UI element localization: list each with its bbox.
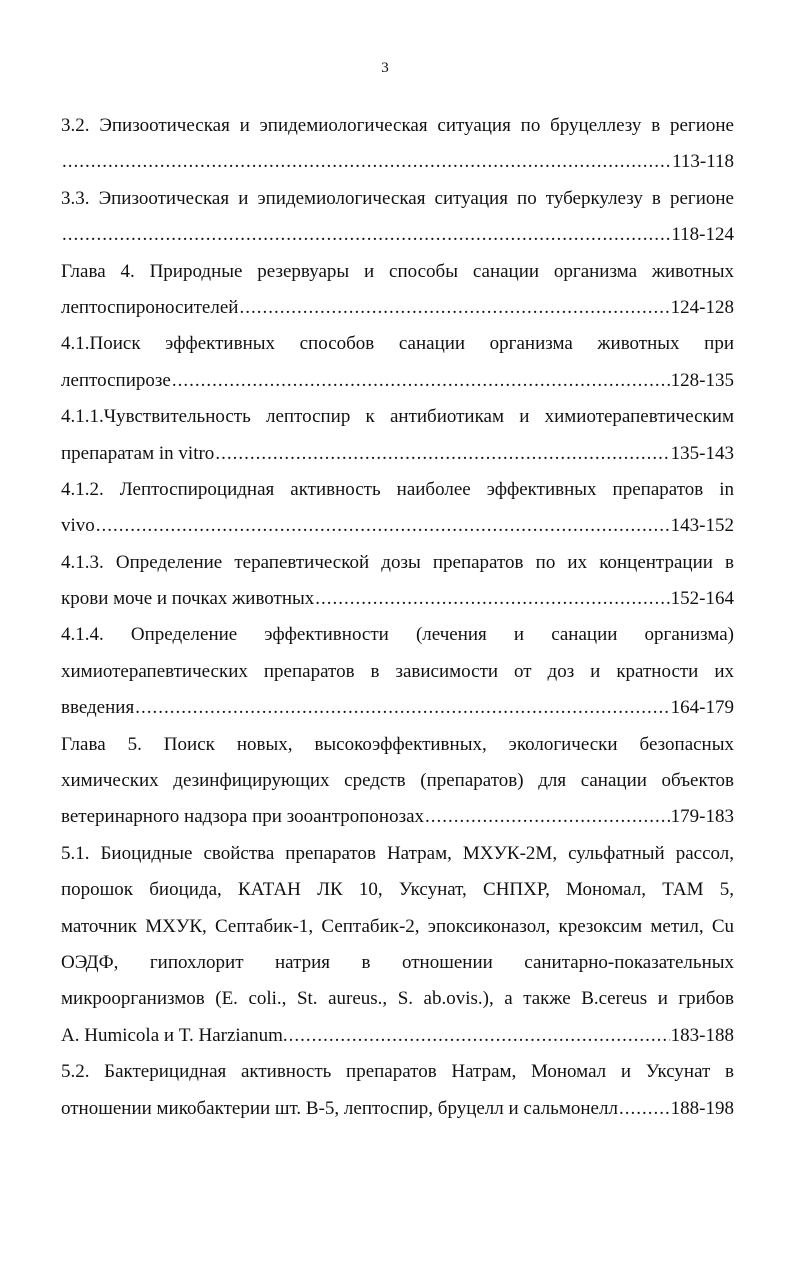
dot-leader	[315, 581, 669, 617]
toc-entry	[61, 181, 734, 254]
toc-entry	[61, 326, 734, 399]
toc-entry-pages: 164-179	[670, 697, 734, 719]
toc-entry-pages: 183-188	[670, 1024, 734, 1046]
dot-leader	[62, 144, 671, 180]
toc-entry-text: 3.3. Эпизоотическая и эпидемиологическая ситуация по туберкулезу в регионе	[61, 187, 734, 209]
toc-entry-text: маточник МХУК, Септабик-1, Септабик-2, эпоксиконазол, крезоксим метил, Cu	[61, 915, 734, 937]
toc-entry-leader-text: ветеринарного надзора при зооантропонозах	[61, 806, 425, 828]
table-of-contents	[61, 108, 734, 1127]
toc-entry	[61, 727, 734, 836]
toc-entry-text: порошок биоцида, КАТАН ЛК 10, Уксунат, СНПХР, Мономал, ТАМ 5,	[61, 879, 734, 901]
toc-entry-pages: 113-118	[672, 151, 734, 173]
toc-entry-text: 5.1. Биоцидные свойства препаратов Натрам, МХУК-2М, сульфатный рассол,	[61, 842, 734, 864]
toc-entry	[61, 617, 734, 726]
toc-entry-leader-line	[61, 690, 734, 726]
toc-entry	[61, 254, 734, 327]
toc-entry-pages: 143-152	[670, 515, 734, 537]
dot-leader	[215, 436, 669, 472]
toc-entry-leader-text: vivo	[61, 515, 95, 537]
dot-leader	[135, 690, 669, 726]
toc-entry	[61, 545, 734, 618]
toc-entry	[61, 399, 734, 472]
toc-entry	[61, 108, 734, 181]
toc-entry-leader-line	[61, 581, 734, 617]
toc-entry-pages: 128-135	[670, 369, 734, 391]
toc-entry-leader-text: введения	[61, 697, 135, 719]
toc-entry-pages: 188-198	[670, 1097, 734, 1119]
dot-leader	[62, 217, 670, 253]
toc-entry-text: микроорганизмов (E. coli., St. aureus., S. ab.ovis.), а также B.cereus и грибов	[61, 988, 734, 1010]
toc-entry-text: 4.1.3. Определение терапевтической дозы препаратов по их концентрации в	[61, 551, 734, 573]
toc-entry-text: химиотерапевтических препаратов в зависимости от доз и кратности их	[61, 660, 734, 682]
toc-entry-pages: 179-183	[670, 806, 734, 828]
toc-entry-leader-text: лептоспирозе	[61, 369, 171, 391]
toc-entry-leader-text: препаратам in vitro	[61, 442, 215, 464]
toc-entry-text: 5.2. Бактерицидная активность препаратов Натрам, Мономал и Уксунат в	[61, 1061, 734, 1083]
toc-entry	[61, 836, 734, 1054]
toc-entry-leader-line	[61, 144, 734, 180]
toc-entry-leader-line	[61, 1018, 734, 1054]
toc-entry-text: 3.2. Эпизоотическая и эпидемиологическая ситуация по бруцеллезу в регионе	[61, 115, 734, 136]
toc-entry-leader-text: крови моче и почках животных	[61, 588, 315, 610]
toc-entry-leader-text: отношении микобактерии шт. В-5, лептоспир, бруцелл и сальмонелл	[61, 1097, 618, 1119]
toc-entry-text: 4.1.Поиск эффективных способов санации организма животных при	[61, 333, 734, 355]
toc-entry-text: ОЭДФ, гипохлорит натрия в отношении санитарно-показательных	[61, 951, 734, 973]
toc-entry-text: 4.1.2. Лептоспироцидная активность наиболее эффективных препаратов in	[61, 478, 734, 500]
toc-entry-leader-line	[61, 1091, 734, 1127]
dot-leader	[289, 1018, 670, 1054]
toc-entry-leader-line	[61, 363, 734, 399]
dot-leader	[619, 1091, 670, 1127]
toc-entry-text: Глава 5. Поиск новых, высокоэффективных, экологически безопасных	[61, 733, 734, 755]
toc-entry	[61, 1054, 734, 1127]
toc-entry-text: 4.1.1.Чувствительность лептоспир к антибиотикам и химиотерапевтическим	[61, 406, 734, 428]
toc-entry-text: 4.1.4. Определение эффективности (лечения и санации организма)	[61, 624, 734, 646]
dot-leader	[172, 363, 670, 399]
toc-entry-text: химических дезинфицирующих средств (препаратов) для санации объектов	[61, 770, 734, 792]
page-number: 3	[381, 60, 389, 76]
toc-entry-leader-line	[61, 799, 734, 835]
toc-entry-leader-line	[61, 217, 734, 253]
toc-entry-leader-text: A. Humicola и T. Harzianum.	[61, 1024, 288, 1046]
toc-entry-leader-line	[61, 508, 734, 544]
toc-entry-leader-line	[61, 436, 734, 472]
dot-leader	[425, 799, 670, 835]
toc-entry-pages: 152-164	[670, 588, 734, 610]
toc-entry	[61, 472, 734, 545]
toc-entry-pages: 135-143	[670, 442, 734, 464]
toc-entry-leader-line	[61, 290, 734, 326]
toc-entry-pages: 124-128	[670, 296, 734, 318]
toc-entry-pages: 118-124	[671, 224, 734, 246]
toc-entry-text: Глава 4. Природные резервуары и способы санации организма животных	[61, 260, 734, 282]
toc-entry-leader-text: лептоспироносителей	[61, 296, 239, 318]
dot-leader	[239, 290, 669, 326]
dot-leader	[96, 508, 670, 544]
